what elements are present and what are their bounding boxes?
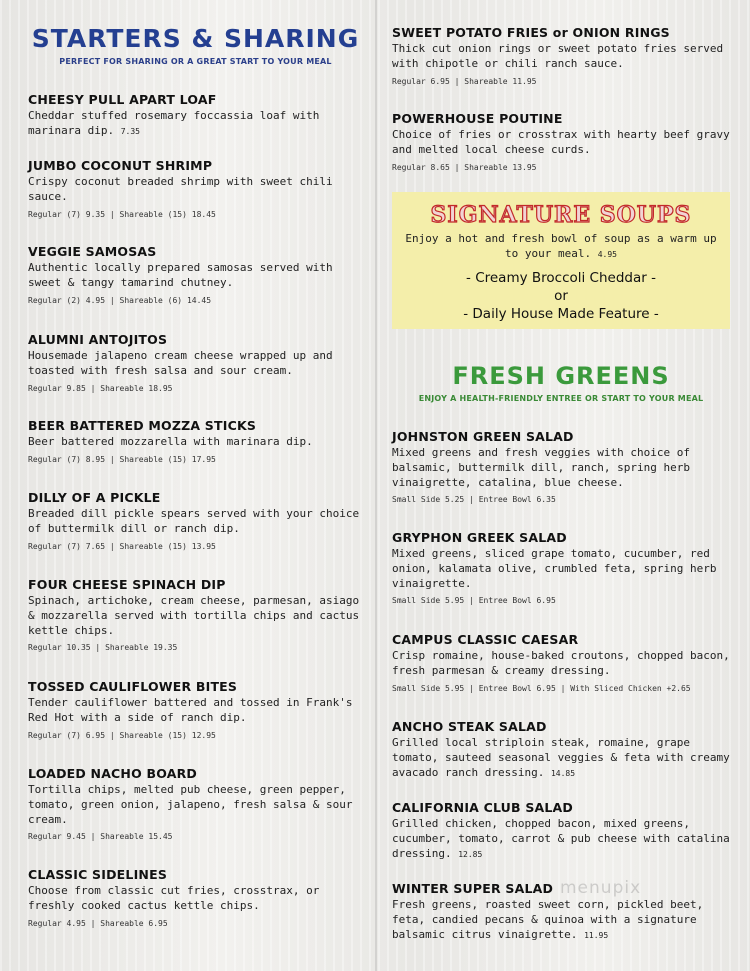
column-divider [375,0,377,971]
item-description: Fresh greens, roasted sweet corn, pickled beet, feta, candied pecans & quinoa with a signature balsamic citrus vinaigrette. 11.95 [392,898,704,941]
item-name: JOHNSTON GREEN SALAD [392,429,574,444]
item-price: Regular 9.45 | Shareable 15.45 [28,832,173,842]
item-description: Breaded dill pickle spears served with your choice of buttermilk dill or ranch dip. [28,507,360,535]
item-name: WINTER SUPER SALAD [392,881,554,896]
item-price: Regular 4.95 | Shareable 6.95 [28,918,168,928]
item-description: Tender cauliflower battered and tossed in Frank's Red Hot with a side of ranch dip. [28,696,353,724]
greens-subtitle: ENJOY A HEALTH-FRIENDLY ENTREE OR START TO YOUR MEAL [418,394,704,403]
item-name: POWERHOUSE POUTINE [392,111,563,126]
menu-item-sweet-potato-fries-or-onion-rings [392,25,730,86]
signature-soups-box [392,192,730,329]
menu-item-ancho-steak-salad [392,719,730,781]
menu-item-cheesy-pull-apart-loaf [28,92,363,140]
item-price: Regular 8.65 | Shareable 13.95 [392,162,537,172]
item-price: Regular (7) 9.35 | Shareable (15) 18.45 [28,209,216,219]
menu-item-tossed-cauliflower-bites [28,679,363,740]
menu-item-dilly-of-a-pickle [28,490,363,551]
item-name: ALUMNI ANTOJITOS [28,332,168,347]
item-description: Housemade jalapeno cream cheese wrapped up and toasted with fresh salsa and sour cream. [28,349,333,377]
menu-item-loaded-nacho-board [28,766,363,841]
menu-item-jumbo-coconut-shrimp [28,158,363,219]
item-price: 7.35 [120,126,140,136]
item-description: Beer battered mozzarella with marinara dip. [28,435,313,448]
item-name: SWEET POTATO FRIES or ONION RINGS [392,25,670,40]
soups-price: 4.95 [597,249,617,259]
item-description: Crisp romaine, house-baked croutons, chopped bacon, fresh parmesan & creamy dressing. [392,649,730,677]
item-description: Mixed greens, sliced grape tomato, cucumber, red onion, kalamata olive, crumbled feta, spring herb vinaigrette. [392,547,717,590]
soup-choice-daily-feature: - Daily House Made Feature - [463,306,659,322]
menu-item-four-cheese-spinach-dip [28,577,363,652]
item-name: CLASSIC SIDELINES [28,867,168,882]
item-name: FOUR CHEESE SPINACH DIP [28,577,226,592]
item-description: Thick cut onion rings or sweet potato fries served with chipotle or chili ranch sauce. [392,42,724,70]
menu-item-campus-classic-caesar [392,632,730,693]
item-name: JUMBO COCONUT SHRIMP [28,158,213,173]
item-price: Regular (7) 7.65 | Shareable (15) 13.95 [28,541,216,551]
item-description: Crispy coconut breaded shrimp with sweet chili sauce. [28,175,333,203]
item-name: LOADED NACHO BOARD [28,766,197,781]
item-name: VEGGIE SAMOSAS [28,244,157,259]
menu-item-powerhouse-poutine [392,111,730,172]
menu-item-veggie-samosas [28,244,363,305]
item-description: Tortilla chips, melted pub cheese, green pepper, tomato, green onion, jalapeno, fresh salsa & sour cream. [28,783,353,826]
item-price: Regular 9.85 | Shareable 18.95 [28,383,173,393]
item-price: Regular (7) 8.95 | Shareable (15) 17.95 [28,454,216,464]
menu-item-california-club-salad [392,800,730,862]
item-name: GRYPHON GREEK SALAD [392,530,567,545]
starters-subtitle: PERFECT FOR SHARING OR A GREAT START TO YOUR MEAL [59,57,332,66]
starters-title: STARTERS & SHARING [31,24,360,53]
item-price: Regular 6.95 | Shareable 11.95 [392,76,537,86]
item-description: Cheddar stuffed rosemary foccassia loaf with marinara dip. 7.35 [28,109,320,137]
item-price: Regular (7) 6.95 | Shareable (15) 12.95 [28,730,216,740]
item-price: 14.85 [550,768,576,778]
greens-title: FRESH GREENS [452,362,670,390]
item-description: Authentic locally prepared samosas served with sweet & tangy tamarind chutney. [28,261,333,289]
soups-description: Enjoy a hot and fresh bowl of soup as a warm up to your meal. 4.95 [405,232,717,260]
item-price: Regular (2) 4.95 | Shareable (6) 14.45 [28,295,212,305]
menu-item-gryphon-greek-salad [392,530,730,605]
menu-item-classic-sidelines [28,867,363,928]
item-description: Grilled chicken, chopped bacon, mixed greens, cucumber, tomato, carrot & pub cheese with catalina dressing. 12.85 [392,817,730,860]
item-price: Small Side 5.25 | Entree Bowl 6.35 [392,495,556,505]
soups-title: SIGNATURE SOUPS [430,202,692,228]
menu-item-beer-battered-mozza-sticks [28,418,363,464]
item-name: CHEESY PULL APART LOAF [28,92,217,107]
soup-choice-or: or [554,288,568,304]
menu-item-alumni-antojitos [28,332,363,393]
item-name: BEER BATTERED MOZZA STICKS [28,418,257,433]
item-description: Mixed greens and fresh veggies with choice of balsamic, buttermilk dill, ranch, spring herb vinaigrette, catalina, blue cheese. [392,446,691,489]
watermark: menupix [560,878,642,898]
menu-item-johnston-green-salad [392,429,730,504]
item-price: Small Side 5.95 | Entree Bowl 6.95 | With Sliced Chicken +2.65 [392,683,691,693]
item-name: CALIFORNIA CLUB SALAD [392,800,574,815]
item-name: ANCHO STEAK SALAD [392,719,547,734]
item-description: Spinach, artichoke, cream cheese, parmesan, asiago & mozzarella served with tortilla chips and cactus kettle chips. [28,594,360,637]
item-name: CAMPUS CLASSIC CAESAR [392,632,579,647]
item-price: 12.85 [458,849,483,859]
item-name: DILLY OF A PICKLE [28,490,161,505]
item-description: Choose from classic cut fries, crosstrax, or freshly cooked cactus kettle chips. [28,884,320,912]
item-price: Regular 10.35 | Shareable 19.35 [28,643,178,653]
soup-choice-broccoli-cheddar: - Creamy Broccoli Cheddar - [466,270,656,286]
item-price: Small Side 5.95 | Entree Bowl 6.95 [392,596,556,606]
item-name: TOSSED CAULIFLOWER BITES [28,679,238,694]
item-description: Grilled local striploin steak, romaine, grape tomato, sauteed seasonal veggies & feta with creamy avacado ranch dressing. 14.85 [392,736,730,779]
item-description: Choice of fries or crosstrax with hearty beef gravy and melted local cheese curds. [392,128,730,156]
item-price: 11.95 [584,930,609,940]
